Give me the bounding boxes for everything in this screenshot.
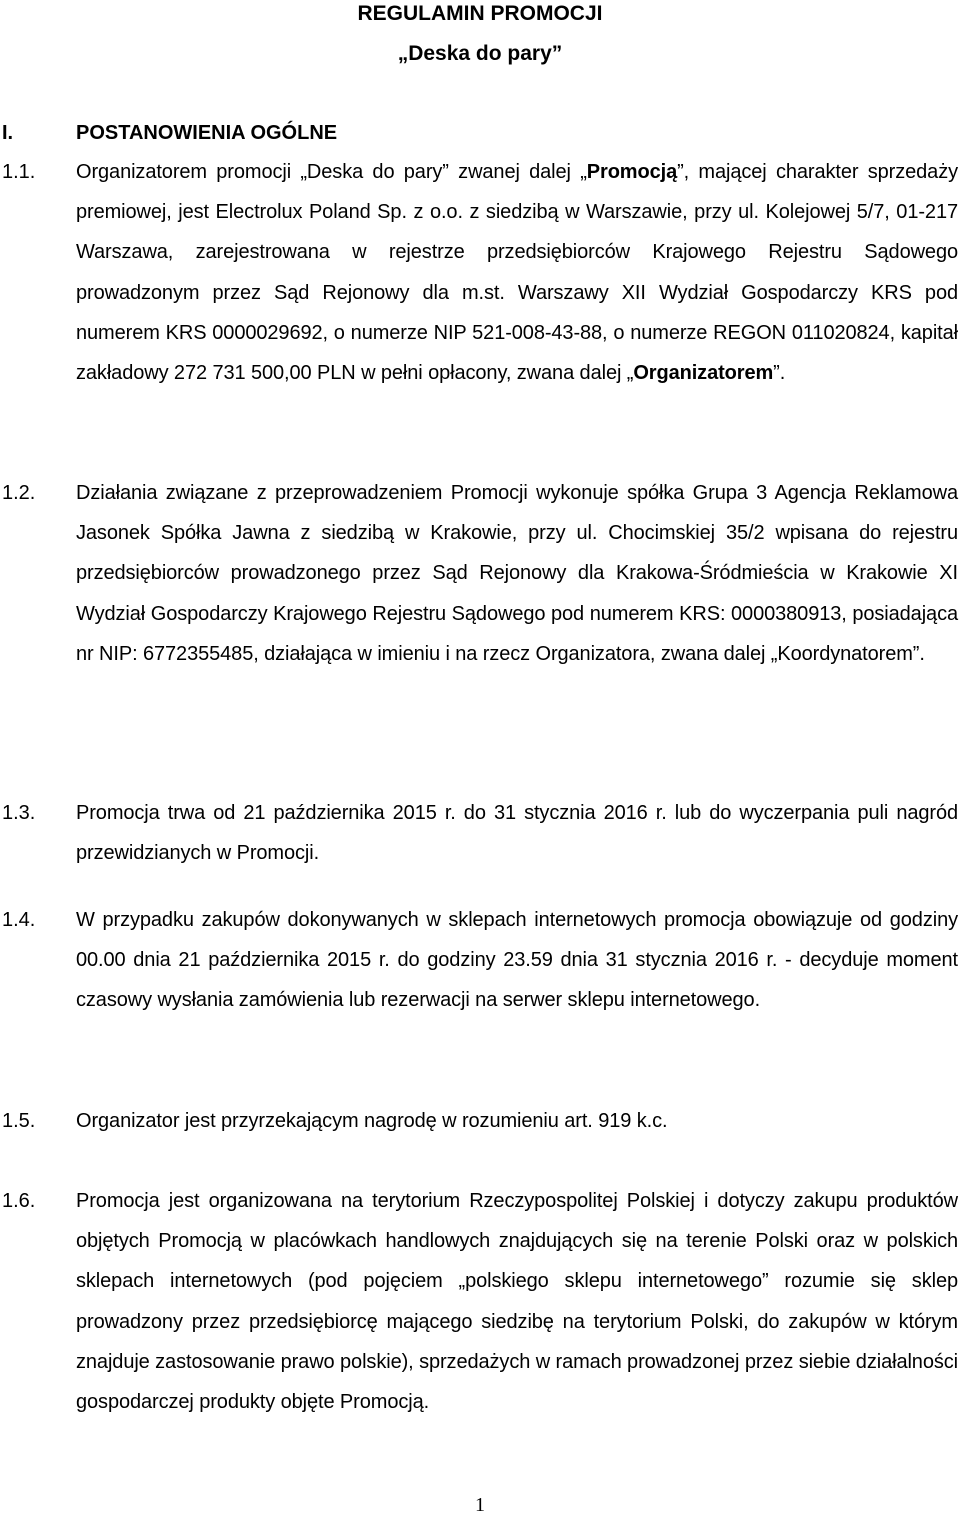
paragraph-1-2 [2, 473, 958, 674]
paragraph-number: 1.2. [2, 482, 36, 504]
paragraph-number: 1.4. [2, 909, 36, 931]
paragraph-number: 1.3. [2, 802, 36, 824]
document-title: REGULAMIN PROMOCJI [357, 2, 603, 25]
paragraph-number: 1.6. [2, 1190, 36, 1212]
paragraph-number: 1.1. [2, 161, 36, 183]
paragraph-1-3 [2, 793, 958, 873]
paragraph-text: Promocja jest organizowana na terytorium Rzeczypospolitej Polskiej i dotyczy zakupu produktów objętych Promocją w placówkach handlowych znajdujących się na terenie Polski oraz w polskich sklepach internetowych (pod pojęciem „polskiego sklepu internetowego” rozumie się sklep prowadzony przez przedsiębiorcę mającego siedzibę na terytorium Polski, do zakupów w którym znajduje zastosowanie prawo polskie), sprzedażych w ramach prowadzonej przez siebie działalności gospodarczej produkty objęte Promocją. [76, 1190, 958, 1414]
paragraph-1-5 [2, 1101, 958, 1141]
page-number: 1 [475, 1494, 485, 1516]
section-number: I. [2, 122, 14, 144]
section-heading [2, 120, 337, 146]
paragraph-text-part: ”, mającej charakter sprzedaży premiowej, jest Electrolux Poland Sp. z o.o. z siedzibą w Warszawie, przy ul. Kolejowej 5/7, 01-217 Warszawa, zarejestrowana w rejestrze przedsiębiorców Krajowego Rejestru Sądowego prowadzonym przez Sąd Rejonowy dla m.st. Warszawy XII Wydział Gospodarczy KRS pod numerem KRS 0000029692, o numerze NIP 521-008-43-88, o numerze REGON 011020824, kapitał zakładowy 272 731 500,00 PLN w pełni opłacony, zwana dalej „ [76, 161, 958, 385]
paragraph-text-part: ”. [773, 362, 786, 385]
paragraph-text: W przypadku zakupów dokonywanych w sklepach internetowych promocja obowiązuje od godziny 00.00 dnia 21 października 2015 r. do godziny 23.59 dnia 31 stycznia 2016 r. - decyduje moment czasowy wysłania zamówienia lub rezerwacji na serwer sklepu internetowego. [76, 909, 958, 1012]
paragraph-text-part: Organizatorem promocji „Deska do pary” zwanej dalej „ [76, 161, 587, 183]
paragraph-number: 1.5. [2, 1110, 36, 1132]
paragraph-text: Organizator jest przyrzekającym nagrodę w rozumieniu art. 919 k.c. [76, 1110, 668, 1132]
paragraph-1-6 [2, 1181, 958, 1422]
paragraph-text: Promocja trwa od 21 października 2015 r. do 31 stycznia 2016 r. lub do wyczerpania puli nagród przewidzianych w Promocji. [76, 802, 958, 865]
defined-term-organizator: Organizatorem [633, 362, 774, 385]
document-subtitle: „Deska do pary” [397, 42, 563, 65]
section-title: POSTANOWIENIA OGÓLNE [76, 122, 338, 144]
paragraph-text [76, 152, 958, 393]
defined-term-promocja: Promocją [586, 161, 678, 183]
paragraph-1-4 [2, 900, 958, 1021]
paragraph-1-1 [2, 152, 958, 393]
paragraph-text: Działania związane z przeprowadzeniem Promocji wykonuje spółka Grupa 3 Agencja Reklamowa Jasonek Spółka Jawna z siedzibą w Krakowie, przy ul. Chocimskiej 35/2 wpisana do rejestru przedsiębiorców prowadzonego przez Sąd Rejonowy dla Krakowa-Śródmieścia w Krakowie XI Wydział Gospodarczy Krajowego Rejestru Sądowego pod numerem KRS: 0000380913, posiadająca nr NIP: 6772355485, działająca w imieniu i na rzecz Organizatora, zwana dalej „Koordynatorem”. [76, 482, 958, 665]
